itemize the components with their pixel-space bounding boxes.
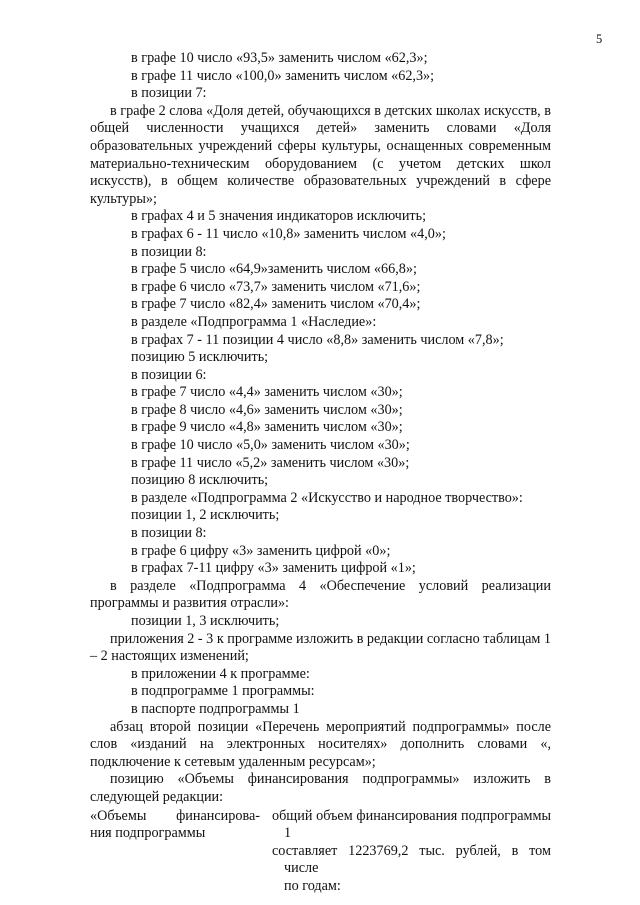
document-body — [90, 50, 551, 896]
paragraph: в графах 4 и 5 значения индикаторов исключить; — [131, 208, 427, 225]
paragraph: в графах 6 - 11 число «10,8» заменить числом «4,0»; — [131, 225, 446, 242]
paragraph: в графе 8 число «4,6» заменить числом «30»; — [131, 401, 403, 418]
financing-value-cell — [272, 808, 551, 896]
page-number: 5 — [596, 32, 603, 46]
financing-value-line-1: общий объем финансирования подпрограммы 1 — [272, 807, 551, 842]
paragraph: в подпрограмме 1 программы: — [131, 683, 315, 700]
paragraph: абзац второй позиции «Перечень мероприятий подпрограммы» после слов «изданий на электронных носителях» дополнить словами «, подключение к сетевым удаленным ресурсам»; — [90, 718, 551, 770]
paragraph: позиции 1, 3 исключить; — [131, 613, 280, 629]
paragraph: в графе 2 слова «Доля детей, обучающихся в детских школах искусств, в общей численности учащихся детей» заменить словами «Доля образовательных учреждений сферы культуры, оснащенных современным материально-техническим оборудованием (с учетом детских школ искусств), в общем количестве образовательных учреждений в сфере культуры»; — [90, 102, 551, 207]
paragraph: в графе 9 число «4,8» заменить числом «30»; — [131, 419, 403, 436]
paragraph: в графах 7-11 цифру «3» заменить цифрой «1»; — [131, 560, 416, 577]
paragraph: в позиции 8: — [131, 525, 207, 542]
paragraph: в графе 7 число «4,4» заменить числом «30»; — [131, 384, 403, 401]
paragraph: в разделе «Подпрограмма 1 «Наследие»: — [131, 313, 377, 330]
paragraph: в графе 5 число «64,9»заменить числом «66,8»; — [131, 261, 417, 278]
paragraph: позицию «Объемы финансирования подпрограммы» изложить в следующей редакции: — [90, 771, 551, 805]
paragraph: в графе 6 цифру «3» заменить цифрой «0»; — [131, 542, 391, 559]
paragraph: в позиции 8: — [131, 243, 207, 260]
paragraph-list — [90, 50, 551, 807]
paragraph: в графе 11 число «5,2» заменить числом «30»; — [131, 454, 410, 471]
paragraph: в позиции 7: — [131, 85, 207, 102]
paragraph: в паспорте подпрограммы 1 — [131, 700, 300, 717]
paragraph: в графе 10 число «5,0» заменить числом «30»; — [131, 437, 410, 454]
paragraph: в приложении 4 к программе: — [131, 665, 310, 682]
financing-value-line-3: по годам: — [284, 877, 341, 894]
financing-label-cell — [90, 808, 260, 896]
financing-value-line-2: составляет 1223769,2 тыс. рублей, в том числе — [272, 842, 551, 877]
financing-label-line-1: «Объемы финансирова- — [90, 807, 260, 824]
financing-label-line-2: ния подпрограммы — [90, 825, 206, 842]
paragraph: в позиции 6: — [131, 366, 207, 383]
paragraph: в графе 11 число «100,0» заменить числом «62,3»; — [131, 67, 435, 84]
paragraph: позиции 1, 2 исключить; — [131, 507, 280, 524]
paragraph: в графах 7 - 11 позиции 4 число «8,8» заменить числом «7,8»; — [131, 331, 504, 348]
paragraph: в графе 6 число «73,7» заменить числом «71,6»; — [131, 278, 421, 295]
paragraph: приложения 2 - 3 к программе изложить в редакции согласно таблицам 1 – 2 настоящих изменений; — [90, 630, 551, 665]
paragraph: позицию 5 исключить; — [131, 349, 269, 366]
paragraph: в графе 10 число «93,5» заменить числом «62,3»; — [131, 50, 428, 66]
paragraph: в разделе «Подпрограмма 2 «Искусство и народное творчество»: — [131, 489, 523, 506]
paragraph: в графе 7 число «82,4» заменить числом «70,4»; — [131, 296, 421, 313]
financing-volume-row — [90, 808, 551, 896]
paragraph: в разделе «Подпрограмма 4 «Обеспечение условий реализации программы и развития отрасли»: — [90, 577, 551, 612]
paragraph: позицию 8 исключить; — [131, 472, 269, 489]
